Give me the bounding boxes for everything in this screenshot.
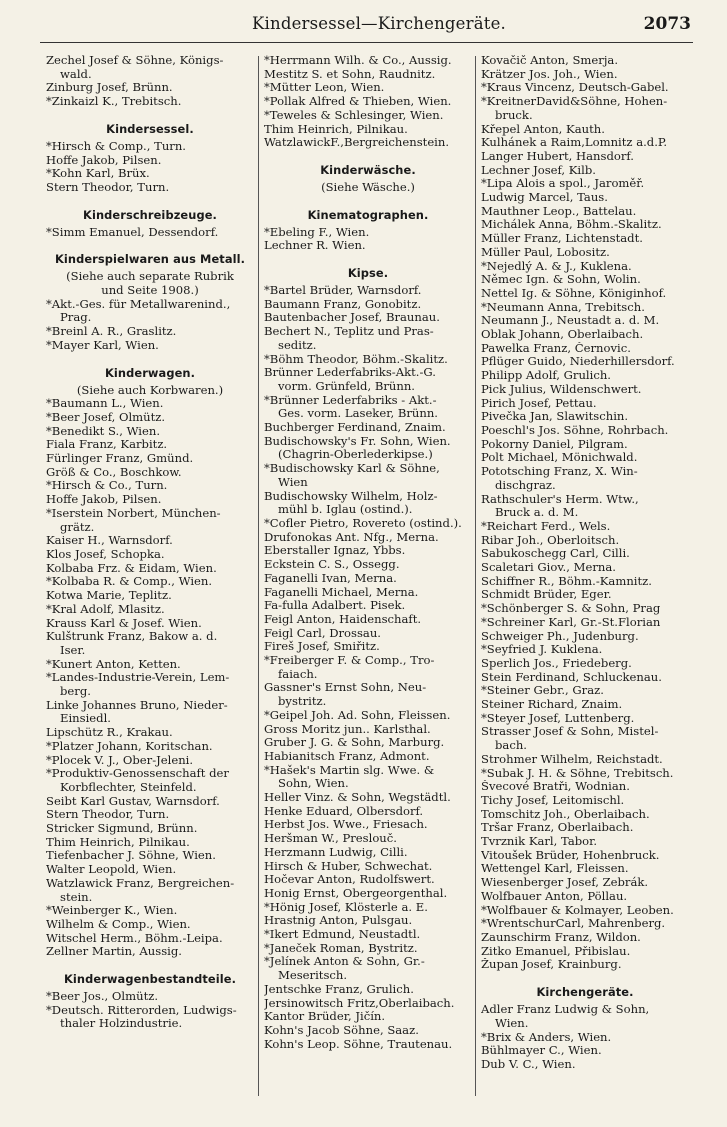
directory-entry: Tršar Franz, Oberlaibach. [481,821,634,835]
entry-continuation: bach. [495,739,527,753]
directory-entry: Tichy Josef, Leitomischl. [481,793,625,807]
entry-continuation: Wien [278,475,308,489]
directory-entry: Švecové Bratři, Wodnian. [481,780,630,794]
section-heading: Kinematographen. [307,207,429,222]
directory-entry: Kohn's Leop. Söhne, Trautenau. [264,1037,453,1051]
directory-entry: Wettengel Karl, Fleissen. [481,862,629,876]
directory-entry: *Kral Adolf, Mlasitz. [46,602,165,616]
directory-entry: Pflüger Guido, Niederhillersdorf. [481,355,675,369]
directory-entry: Philipp Adolf, Grulich. [481,369,611,383]
section-heading: Kipse. [347,266,389,281]
column-divider [258,56,259,1096]
directory-entry: *Herrmann Wilh. & Co., Aussig. [264,54,452,67]
directory-entry: *Simm Emanuel, Dessendorf. [46,225,219,239]
directory-entry: Vitoušek Brüder, Hohenbruck. [481,848,660,862]
directory-entry: Watzlawick Franz, Bergreichen- [46,876,235,890]
section-heading: Kinderschreibzeuge. [83,207,217,222]
directory-entry: Scaletari Giov., Merna. [481,561,616,575]
entry-continuation: wald. [60,67,92,81]
directory-entry: Gross Moritz jun.. Karlsthal. [264,722,431,736]
directory-entry: Kotwa Marie, Teplitz. [46,589,172,603]
directory-entry: Lechner Josef, Kilb. [481,163,596,177]
directory-entry: Mauthner Leop., Battelau. [481,204,637,218]
directory-entry: *Breinl A. R., Graslitz. [46,325,177,339]
directory-entry: *Teweles & Schlesinger, Wien. [264,108,444,122]
section-heading: Kirchengeräte. [536,985,634,1000]
directory-entry: Herbst Jos. Wwe., Friesach. [264,818,428,832]
directory-entry: Křepel Anton, Kauth. [481,122,605,136]
directory-entry: Habianitsch Franz, Admont. [264,749,430,763]
entry-continuation: mühl b. Iglau (ostind.). [278,503,413,517]
entry-continuation: thaler Holzindustrie. [60,1017,183,1031]
directory-entry: Walter Leopold, Wien. [46,863,177,877]
directory-entry: Zaunschirm Franz, Wildon. [481,931,641,944]
directory-entry: Michálek Anna, Böhm.-Skalitz. [481,218,662,232]
entry-continuation: faiach. [278,667,318,681]
directory-entry: Němec Ign. & Sohn, Wolin. [481,273,641,287]
directory-entry: *Cofler Pietro, Rovereto (ostind.). [264,516,462,530]
directory-entry: *Budischowsky Karl & Söhne, [264,462,440,476]
directory-entry: *Böhm Theodor, Böhm.-Skalitz. [264,352,448,366]
page-header [0,14,727,40]
directory-entry: *Schönberger S. & Sohn, Prag [481,602,661,616]
directory-entry: *Beer Josef, Olmütz. [46,410,166,424]
entry-continuation: seditz. [278,338,317,352]
directory-entry: Pick Julius, Wildenschwert. [481,382,642,396]
directory-entry: Buchberger Ferdinand, Znaim. [264,421,446,435]
directory-entry: Nettel Ig. & Söhne, Königinhof. [481,286,667,300]
directory-entry: Pivečka Jan, Slawitschin. [481,410,629,424]
directory-entry: *Kunert Anton, Ketten. [46,657,181,671]
directory-entry: Klos Josef, Schopka. [46,547,165,561]
directory-entry: Budischowsky's Fr. Sohn, Wien. [264,434,451,448]
directory-entry: Stricker Sigmund, Brünn. [46,822,198,836]
directory-entry: Kulhánek a Raim,Lomnitz a.d.P. [481,136,668,150]
directory-entry: *Hirsch & Comp., Turn. [46,139,186,153]
directory-entry: *Hönig Josef, Klösterle a. E. [264,900,428,914]
directory-entry: Zitko Emanuel, Přibislau. [481,944,631,958]
directory-entry: Pototsching Franz, X. Win- [481,465,638,479]
entry-continuation: berg. [60,685,91,699]
directory-entry: *Landes-Industrie-Verein, Lem- [46,671,230,685]
entry-continuation: Ges. vorm. Laseker, Brünn. [278,407,438,421]
directory-entry: Kulštrunk Franz, Bakow a. d. [46,630,218,644]
entry-continuation: (Chagrin-Oberlederkipse.) [278,448,433,462]
directory-entry: *Hašek's Martin slg. Wwe. & [264,763,435,777]
running-title: Kindersessel—Kirchengeräte. [252,14,506,33]
directory-entry: *Schreiner Karl, Gr.-St.Florian [481,615,661,629]
directory-entry: *Brünner Lederfabriks - Akt.- [264,393,437,407]
directory-entry: Schiffner R., Böhm.-Kamnitz. [481,574,652,588]
directory-entry: Wilhelm & Comp., Wien. [46,917,191,931]
directory-entry: Zechel Josef & Söhne, Königs- [46,54,224,67]
directory-entry: Stein Ferdinand, Schluckenau. [481,670,662,684]
directory-entry: Feigl Anton, Haidenschaft. [264,612,422,626]
directory-entry: *Mütter Leon, Wien. [264,81,385,95]
directory-entry: *Beer Jos., Olmütz. [46,990,159,1004]
directory-entry: *Akt.-Ges. für Metallwarenind., [46,297,231,311]
directory-entry: Stern Theodor, Turn. [46,808,170,822]
directory-entry: Župan Josef, Krainburg. [481,958,622,972]
directory-entry: Poeschl's Jos. Söhne, Rohrbach. [481,423,669,437]
cross-reference: (Siehe auch Korbwaren.) [76,383,224,397]
directory-entry: Linke Johannes Bruno, Nieder- [46,698,228,712]
directory-entry: WatzlawickF.,Bergreichenstein. [264,136,450,150]
directory-entry: Jentschke Franz, Grulich. [264,982,414,996]
directory-entry: Lipschütz R., Krakau. [46,726,173,740]
directory-entry: *Jelínek Anton & Sohn, Gr.- [264,955,425,969]
directory-entry: *Deutsch. Ritterorden, Ludwigs- [46,1003,237,1017]
directory-entry: *Iserstein Norbert, München- [46,506,221,520]
directory-entry: Pirich Josef, Pettau. [481,396,597,410]
directory-entry: Zellner Martin, Aussig. [46,945,182,959]
directory-entry: Hrastnig Anton, Pulsgau. [264,914,413,928]
directory-entry: Bautenbacher Josef, Braunau. [264,311,440,325]
directory-entry: Krätzer Jos. Joh., Wien. [481,67,618,81]
section-heading: Kindersessel. [106,121,194,136]
directory-entry: *Steyer Josef, Luttenberg. [481,711,635,725]
directory-entry: Bechert N., Teplitz und Pras- [264,325,434,339]
directory-entry: Müller Franz, Lichtenstadt. [481,232,643,246]
directory-entry: *Ikert Edmund, Neustadtl. [264,928,421,942]
directory-entry: Thim Heinrich, Pilnikau. [264,122,408,136]
entry-continuation: Einsiedl. [60,712,111,726]
directory-entry: *Nejedlý A. & J., Kuklena. [481,259,632,273]
directory-entry: Thim Heinrich, Pilnikau. [46,835,190,849]
directory-entry: Polt Michael, Mönichwald. [481,451,638,465]
section-heading: Kinderwäsche. [320,162,416,177]
directory-entry: Heller Vinz. & Sohn, Wegstädtl. [264,791,451,805]
directory-entry: Faganelli Ivan, Merna. [264,571,397,585]
directory-entry: *Ebeling F., Wien. [264,225,370,239]
directory-entry: Adler Franz Ludwig & Sohn, [481,1003,650,1017]
page-number: 2073 [643,14,691,34]
directory-entry: Tomschitz Joh., Oberlaibach. [481,807,650,821]
entry-continuation: dischgraz. [495,478,556,492]
directory-entry: Faganelli Michael, Merna. [264,585,419,599]
directory-entry: Jersinowitsch Fritz,Oberlaibach. [264,996,455,1010]
header-rule [40,42,693,43]
directory-entry: Fiala Franz, Karbitz. [46,438,168,452]
entry-continuation: Bruck a. d. M. [495,506,579,520]
directory-entry: Fireš Josef, Smiřitz. [264,640,380,654]
directory-entry: *Geipel Joh. Ad. Sohn, Fleissen. [264,708,451,722]
column-divider [475,56,476,1096]
directory-entry: Strohmer Wilhelm, Reichstadt. [481,752,663,766]
directory-entry: *Subak J. H. & Söhne, Trebitsch. [481,766,674,780]
directory-entry: Größ & Co., Boschkow. [46,465,182,479]
directory-entry: Ludwig Marcel, Taus. [481,191,608,205]
directory-entry: *Weinberger K., Wien. [46,904,178,918]
directory-entry: *Steiner Gebr., Graz. [481,684,604,698]
cross-reference: (Siehe Wäsche.) [321,180,415,194]
directory-entry: Witschel Herm., Böhm.-Leipa. [46,931,223,945]
column-left [46,54,254,1031]
directory-entry: Fa-fulla Adalbert. Pisek. [264,599,406,613]
directory-entry: *Baumann L., Wien. [46,397,164,411]
directory-entry: *Produktiv-Genossenschaft der [46,767,229,781]
section-heading: Kinderwagenbestandteile. [63,972,237,987]
directory-entry: *Hirsch & Co., Turn. [46,479,168,493]
directory-entry: Brünner Lederfabriks-Akt.-G. [264,366,436,380]
directory-entry: *Zinkaizl K., Trebitsch. [46,95,182,109]
directory-entry: *Janeček Roman, Bystritz. [264,941,418,955]
directory-entry: *Neumann Anna, Trebitsch. [481,300,645,314]
directory-entry: *Kolbaba R. & Comp., Wien. [46,575,213,589]
directory-entry: Hočevar Anton, Rudolfswert. [264,873,435,887]
directory-entry: Kantor Brüder, Jičín. [264,1010,386,1024]
directory-entry: Kohn's Jacob Söhne, Saaz. [264,1024,419,1037]
directory-entry: Wolfbauer Anton, Pöllau. [481,889,628,903]
directory-entry: Rathschuler's Herm. Wtw., [481,492,639,506]
directory-entry: Tvrznik Karl, Tabor. [481,835,598,849]
section-heading: Kinderwagen. [104,365,196,380]
cross-reference: und Seite 1908.) [101,284,199,298]
directory-entry: Krauss Karl & Josef. Wien. [46,616,202,630]
entry-continuation: Wien. [495,1016,529,1030]
directory-entry: *WrentschurCarl, Mahrenberg. [481,917,666,931]
directory-entry: *Seyfried J. Kuklena. [481,643,603,657]
directory-entry: Drufonokas Ant. Nfg., Merna. [264,530,439,544]
entry-continuation: Korbflechter, Steinfeld. [60,780,197,794]
entry-continuation: vorm. Grünfeld, Brünn. [278,379,415,393]
directory-entry: Tiefenbacher J. Söhne, Wien. [46,849,216,863]
directory-entry: Hirsch & Huber, Schwechat. [264,859,433,873]
directory-entry: *Plocek V. J., Ober-Jeleni. [46,753,194,767]
directory-entry: Neumann J., Neustadt a. d. M. [481,314,660,328]
directory-entry: Seibt Karl Gustav, Warnsdorf. [46,794,220,808]
column-right [481,54,689,1072]
directory-entry: Feigl Carl, Drossau. [264,626,381,640]
directory-entry: Stern Theodor, Turn. [46,180,170,194]
directory-entry: Heršman W., Preslouč. [264,832,397,846]
directory-entry: Bühlmayer C., Wien. [481,1044,602,1058]
directory-entry: *Benedikt S., Wien. [46,424,161,438]
directory-entry: Pawelka Franz, Černovic. [481,341,631,355]
directory-entry: Zinburg Josef, Brünn. [46,81,173,95]
directory-entry: *Reichart Ferd., Wels. [481,519,611,533]
entry-continuation: grätz. [60,520,95,534]
column-middle [264,54,472,1051]
directory-entry: Müller Paul, Lobositz. [481,245,610,259]
directory-entry: *Wolfbauer & Kolmayer, Leoben. [481,903,674,917]
directory-entry: Dub V. C., Wien. [481,1057,576,1071]
directory-entry: *Brix & Anders, Wien. [481,1030,612,1044]
directory-entry: Steiner Richard, Znaim. [481,698,623,712]
directory-entry: Hoffe Jakob, Pilsen. [46,493,162,507]
directory-entry: Ribar Joh., Oberloitsch. [481,533,620,547]
directory-entry: *Mayer Karl, Wien. [46,338,159,352]
directory-entry: *Pollak Alfred & Thieben, Wien. [264,95,452,109]
directory-entry: Henke Eduard, Olbersdorf. [264,804,424,818]
directory-entry: *Bartel Brüder, Warnsdorf. [264,284,422,298]
directory-entry: Honig Ernst, Obergeorgenthal. [264,886,448,900]
entry-continuation: Iser. [60,643,86,657]
entry-continuation: Prag. [60,311,92,325]
entry-continuation: Sohn, Wien. [278,777,349,791]
directory-entry: *Freiberger F. & Comp., Tro- [264,654,435,668]
directory-entry: Fürlinger Franz, Gmünd. [46,452,194,466]
directory-entry: Hoffe Jakob, Pilsen. [46,153,162,167]
directory-entry: Mestitz S. et Sohn, Raudnitz. [264,67,436,81]
entry-continuation: bystritz. [278,695,327,709]
directory-entry: Kolbaba Frz. & Eidam, Wien. [46,561,217,575]
directory-entry: Schweiger Ph., Judenburg. [481,629,639,643]
directory-entry: *Kohn Karl, Brüx. [46,167,150,181]
directory-entry: Eberstaller Ignaz, Ybbs. [264,544,406,558]
directory-entry: Gruber J. G. & Sohn, Marburg. [264,736,445,750]
cross-reference: (Siehe auch separate Rubrik [66,270,234,284]
directory-entry: Eckstein C. S., Ossegg. [264,558,400,572]
directory-entry: Sabukoschegg Carl, Cilli. [481,547,630,561]
directory-entry: Pokorny Daniel, Pilgram. [481,437,628,451]
directory-entry: Schmidt Brüder, Eger. [481,588,612,602]
directory-entry: Wiesenberger Josef, Zebrák. [481,876,649,890]
directory-entry: Baumann Franz, Gonobitz. [264,297,422,311]
directory-entry: *Platzer Johann, Koritschan. [46,739,213,753]
directory-entry: Sperlich Jos., Friedeberg. [481,656,632,670]
directory-entry: Lechner R. Wien. [264,239,366,253]
directory-entry: Strasser Josef & Sohn, Mistel- [481,725,659,739]
directory-entry: *Kraus Vincenz, Deutsch-Gabel. [481,81,669,95]
directory-entry: Gassner's Ernst Sohn, Neu- [264,681,427,695]
directory-entry: Kaiser H., Warnsdorf. [46,534,173,548]
directory-entry: Herzmann Ludwig, Cilli. [264,845,408,859]
directory-entry: Oblak Johann, Oberlaibach. [481,328,644,342]
section-heading: Kinderspielwaren aus Metall. [54,252,246,267]
directory-entry: *Lipa Alois a spol., Jaroměř. [481,177,645,191]
directory-entry: *KreitnerDavid&Söhne, Hohen- [481,95,668,109]
directory-entry: Langer Hubert, Hansdorf. [481,149,634,163]
entry-continuation: bruck. [495,108,533,122]
directory-entry: Kovačič Anton, Smerja. [481,54,619,67]
entry-continuation: stein. [60,890,93,904]
entry-continuation: Meseritsch. [278,969,348,983]
directory-entry: Budischowsky Wilhelm, Holz- [264,489,438,503]
